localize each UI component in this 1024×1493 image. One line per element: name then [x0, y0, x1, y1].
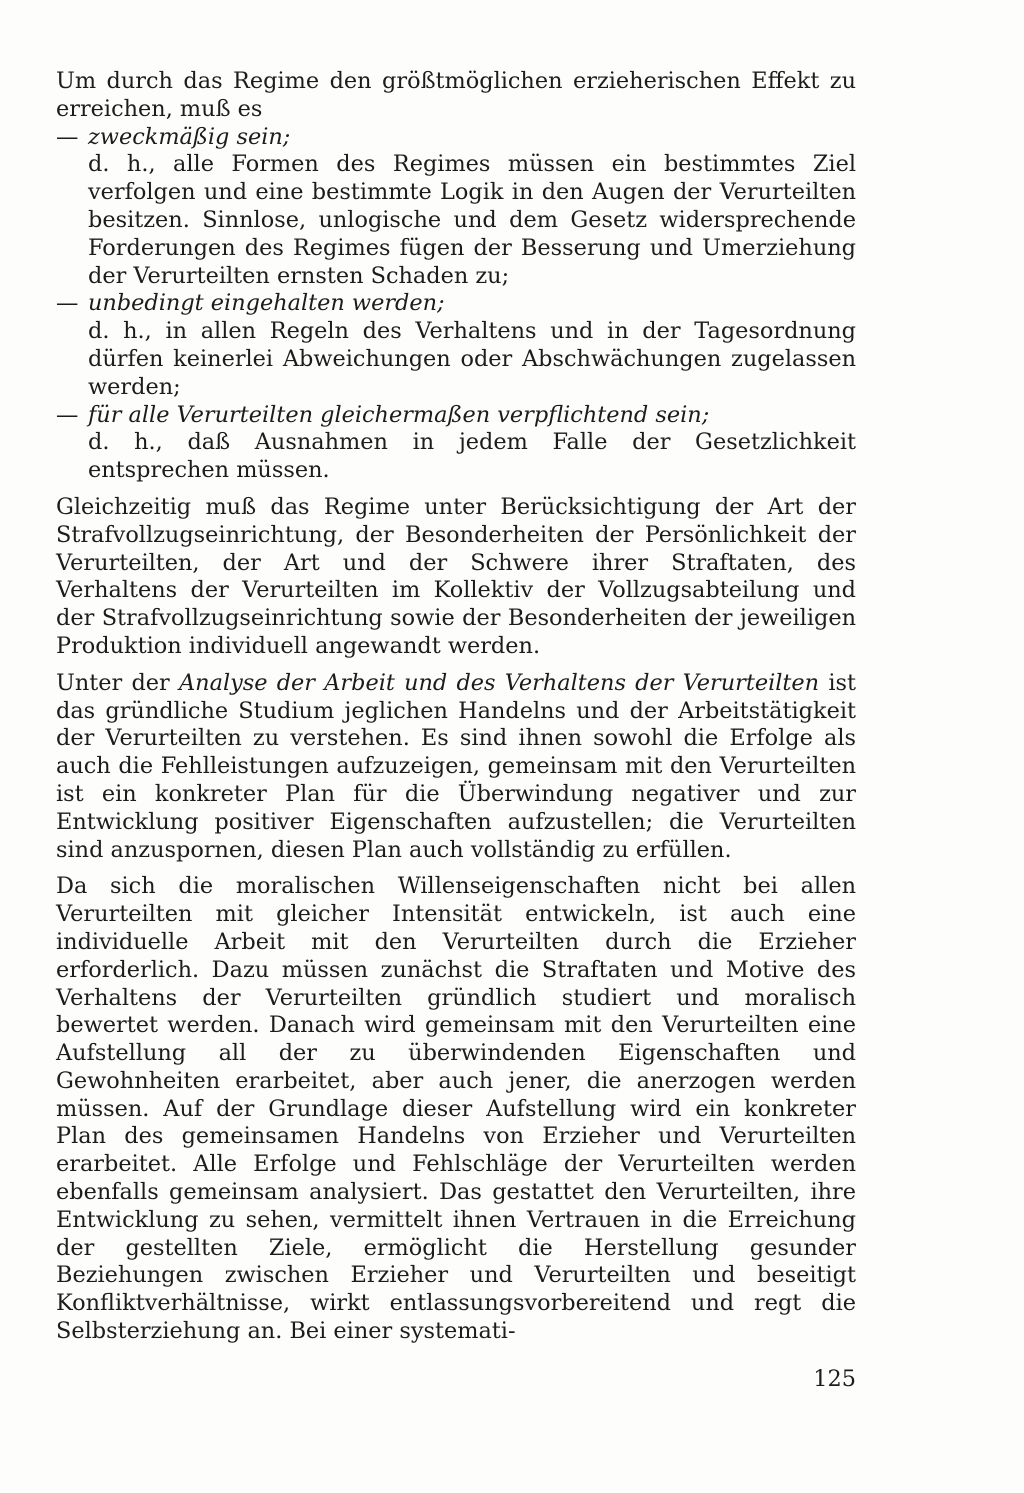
list-item-heading: zweckmäßig sein;: [88, 123, 291, 150]
list-item-body: d. h., daß Ausnahmen in jedem Falle der Gesetzlichkeit entsprechen müssen.: [88, 429, 856, 484]
page-number: 125: [813, 1366, 856, 1392]
list-dash: —: [56, 123, 79, 150]
list-item: [56, 290, 856, 401]
list-dash: —: [56, 401, 79, 428]
intro-paragraph: Um durch das Regime den größtmöglichen erzieherischen Effekt zu erreichen, muß es: [56, 68, 856, 122]
list-item-body: d. h., alle Formen des Regimes müssen ein bestimmtes Ziel verfolgen und eine bestimmte Logik in den Augen der Verurteilten besitzen. Sinnlose, unlogische und dem Gesetz widersprechende Forderungen des Regimes fügen der Besserung und Umerziehung der Verurteilten ernsten Schaden zu;: [88, 151, 856, 289]
page-text-body: [56, 68, 856, 1346]
list-item-heading: unbedingt eingehalten werden;: [88, 290, 445, 317]
list-item: [56, 402, 856, 485]
paragraph-analyse: [56, 670, 856, 865]
list-item-body: d. h., in allen Regeln des Verhaltens und in der Tagesordnung dürfen keinerlei Abweichungen oder Abschwächungen zugelassen werden;: [88, 318, 856, 400]
paragraph-analyse-lead: Unter der: [56, 669, 170, 696]
paragraph-analyse-rest: ist das gründliche Studium jeglichen Handelns und der Arbeitstätigkeit der Verurteilten zu verstehen. Es sind ihnen sowohl die Erfolge als auch die Fehlleistungen aufzuzeigen, gemeinsam mit den Verurteilten ist ein konkreter Plan für die Überwindung negativer und zur Entwicklung positiver Eigenschaften aufzustellen; die Verurteilten sind anzuspornen, diesen Plan auch vollständig zu erfüllen.: [56, 669, 856, 863]
paragraph-gleichzeitig: Gleichzeitig muß das Regime unter Berücksichtigung der Art der Strafvollzugseinrichtung, der Besonderheiten der Persönlichkeit der Verurteilten, der Art und der Schwere ihrer Straftaten, des Verhaltens der Verurteilten im Kollektiv der Vollzugsabteilung und der Strafvollzugseinrichtung sowie der Besonderheiten der jeweiligen Produktion individuell angewandt werden.: [56, 493, 856, 659]
list-item: [56, 124, 856, 291]
paragraph-moralisch: Da sich die moralischen Willenseigenschaften nicht bei allen Verurteilten mit gleicher Intensität entwickeln, ist auch eine individuelle Arbeit mit den Verurteilten durch die Erzieher erforderlich. Dazu müssen zunächst die Straftaten und Motive des Verhaltens der Verurteilten gründlich studiert und moralisch bewertet werden. Danach wird gemeinsam mit den Verurteilten eine Aufstellung all der zu überwindenden Eigenschaften und Gewohnheiten erarbeitet, aber auch jener, die anerzogen werden müssen. Auf der Grundlage dieser Aufstellung wird ein konkreter Plan des gemeinsamen Handelns von Erzieher und Verurteilten erarbeitet. Alle Erfolge und Fehlschläge der Verurteilten werden ebenfalls gemeinsam analysiert. Das gestattet den Verurteilten, ihre Entwicklung zu sehen, vermittelt ihnen Vertrauen in die Erreichung der gestellten Ziele, ermöglicht die Herstellung gesunder Beziehungen zwischen Erzieher und Verurteilten und beseitigt Konfliktverhältnisse, wirkt entlassungsvorbereitend und regt die Selbsterziehung an. Bei einer systemati-: [56, 873, 856, 1345]
paragraph-analyse-emphasis: Analyse der Arbeit und des Verhaltens der Verurteilten: [179, 669, 820, 696]
list-dash: —: [56, 290, 79, 317]
list-item-heading: für alle Verurteilten gleichermaßen verpflichtend sein;: [88, 401, 710, 428]
